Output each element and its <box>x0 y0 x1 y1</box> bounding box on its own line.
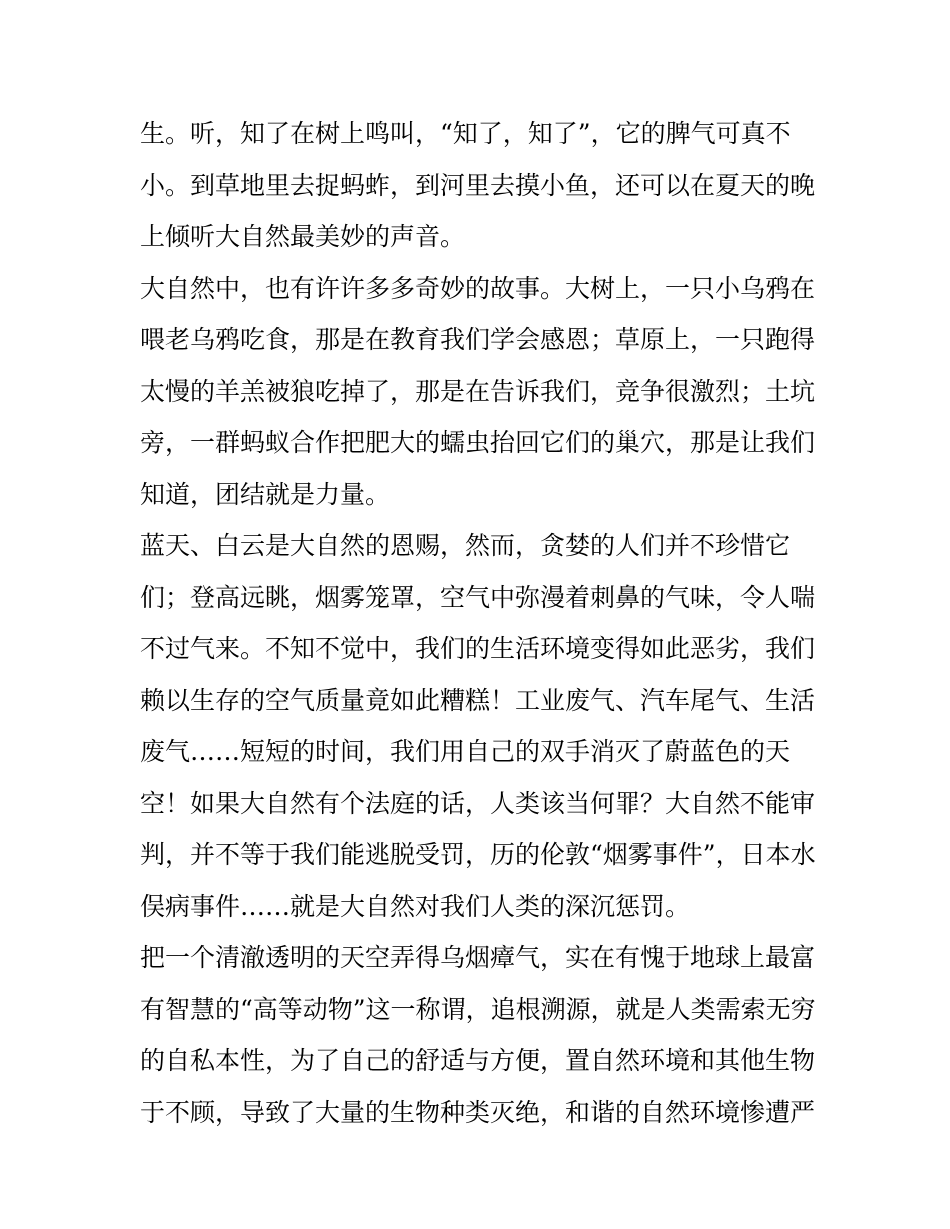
text-line: 把一个清澈透明的天空弄得乌烟瘴气，实在有愧于地球上最富 <box>140 943 816 972</box>
text-line: 判，并不等于我们能逃脱受罚，历的伦敦“烟雾事件”，日本水 <box>140 840 816 869</box>
body-text <box>140 108 820 1138</box>
text-line: 小。到草地里去捉蚂蚱，到河里去摸小鱼，还可以在夏天的晚 <box>140 170 816 200</box>
text-line: 生。听，知了在树上鸣叫，“知了，知了”，它的脾气可真不 <box>140 119 791 148</box>
text-line: 喂老乌鸦吃食，那是在教育我们学会感恩；草原上，一只跑得 <box>140 325 816 354</box>
text-line: 蓝天、白云是大自然的恩赐，然而，贪婪的人们并不珍惜它 <box>140 531 791 560</box>
text-line: 赖以生存的空气质量竟如此糟糕！工业废气、汽车尾气、生活 <box>140 685 816 715</box>
text-line: 太慢的羊羔被狼吃掉了，那是在告诉我们，竞争很激烈；土坑 <box>140 376 816 406</box>
text-line: 废气……短短的时间，我们用自己的双手消灭了蔚蓝色的天 <box>140 737 791 766</box>
text-line: 有智慧的“高等动物”这一称谓，追根溯源，就是人类需索无穷 <box>140 994 816 1024</box>
text-line: 俣病事件……就是大自然对我们人类的深沉惩罚。 <box>140 891 691 921</box>
text-line: 大自然中，也有许许多多奇妙的故事。大树上，一只小乌鸦在 <box>140 273 816 303</box>
text-line: 于不顾，导致了大量的生物种类灭绝，和谐的自然环境惨遭严 <box>140 1097 816 1127</box>
text-line: 不过气来。不知不觉中，我们的生活环境变得如此恶劣，我们 <box>140 634 816 663</box>
text-line: 上倾听大自然最美妙的声音。 <box>140 222 466 251</box>
text-line: 们；登高远眺，烟雾笼罩，空气中弥漫着刺鼻的气味，令人喘 <box>140 582 816 612</box>
text-line: 的自私本性，为了自己的舒适与方便，置自然环境和其他生物 <box>140 1046 816 1075</box>
text-line: 旁，一群蚂蚁合作把肥大的蠕虫抬回它们的巢穴，那是让我们 <box>140 428 816 457</box>
text-line: 知道，团结就是力量。 <box>140 479 391 509</box>
text-line: 空！如果大自然有个法庭的话，人类该当何罪？大自然不能审 <box>140 788 816 818</box>
